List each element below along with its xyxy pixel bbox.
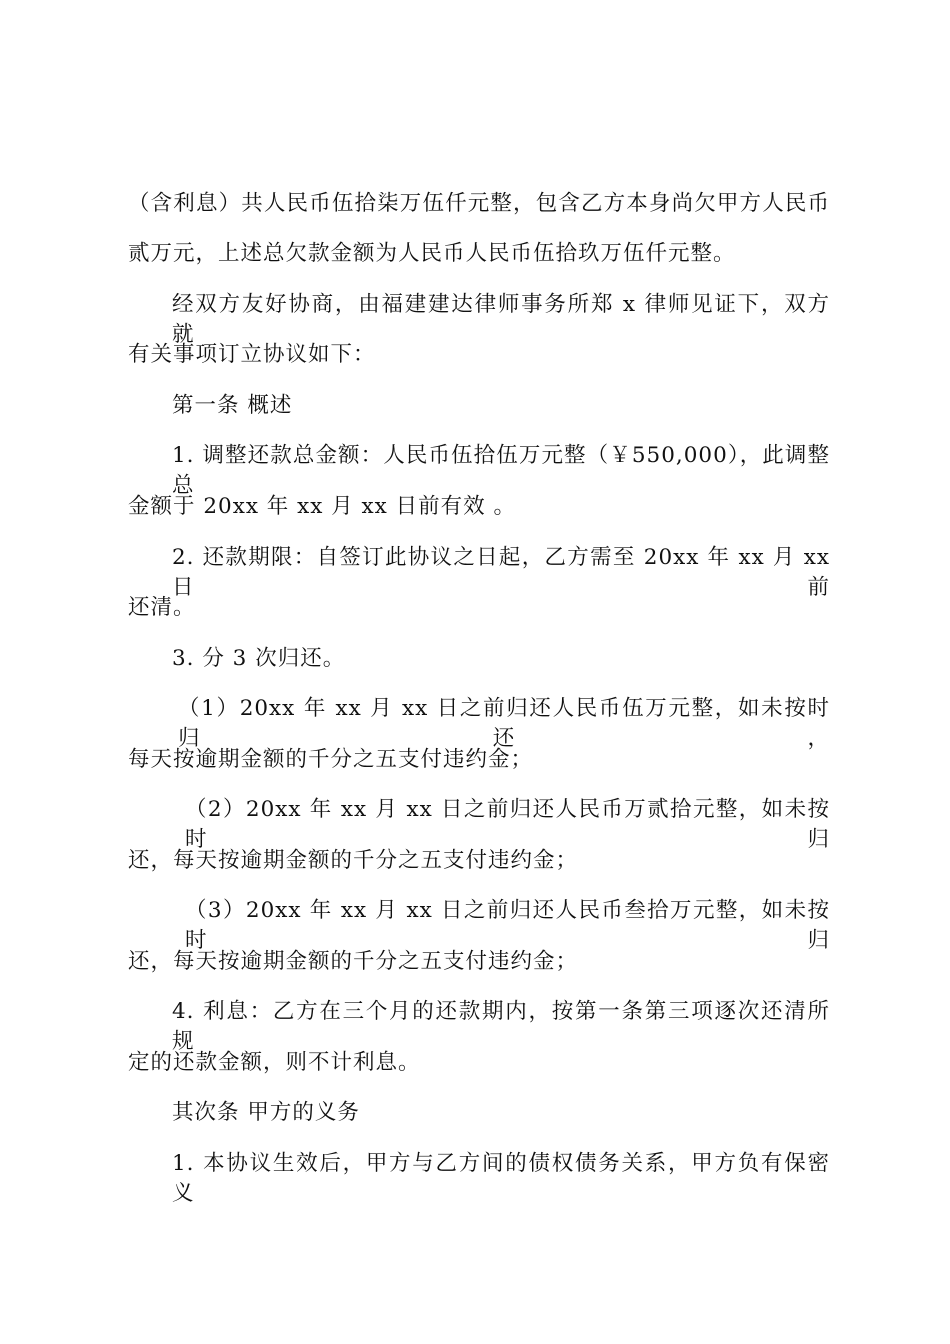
body-line: 4. 利息：乙方在三个月的还款期内，按第一条第三项逐次还清所规 [172, 999, 830, 1054]
body-line: 还清。 [128, 595, 196, 620]
body-line: 金额于 20xx 年 xx 月 xx 日前有效 。 [128, 494, 516, 519]
body-line: 经双方友好协商，由福建建达律师事务所郑 x 律师见证下，双方就 [172, 292, 830, 347]
body-line: 1. 调整还款总金额：人民币伍拾伍万元整（￥550,000），此调整总 [172, 443, 830, 498]
section-heading: 第一条 概述 [172, 393, 293, 418]
body-line: 还，每天按逾期金额的千分之五支付违约金； [128, 949, 579, 974]
body-line: 1. 本协议生效后，甲方与乙方间的债权债务关系，甲方负有保密义 [172, 1151, 830, 1206]
section-heading: 其次条 甲方的义务 [172, 1100, 360, 1125]
body-line: 2. 还款期限：自签订此协议之日起，乙方需至 20xx 年 xx 月 xx 日前 [172, 545, 830, 600]
body-line: （1）20xx 年 xx 月 xx 日之前归还人民币伍万元整，如未按时归还， [178, 696, 830, 751]
body-line: 贰万元，上述总欠款金额为人民币人民币伍拾玖万伍仟元整。 [128, 241, 736, 266]
body-line: 定的还款金额，则不计利息。 [128, 1050, 421, 1075]
body-line: （3）20xx 年 xx 月 xx 日之前归还人民币叁拾万元整，如未按时归 [185, 898, 830, 953]
body-line: 还，每天按逾期金额的千分之五支付违约金； [128, 848, 579, 873]
body-line: 3. 分 3 次归还。 [172, 646, 346, 671]
body-line: （2）20xx 年 xx 月 xx 日之前归还人民币万贰拾元整，如未按时归 [185, 797, 830, 852]
body-line: 有关事项订立协议如下： [128, 342, 376, 367]
body-line: （含利息）共人民币伍拾柒万伍仟元整，包含乙方本身尚欠甲方人民币 [128, 191, 830, 216]
body-line: 每天按逾期金额的千分之五支付违约金； [128, 747, 534, 772]
